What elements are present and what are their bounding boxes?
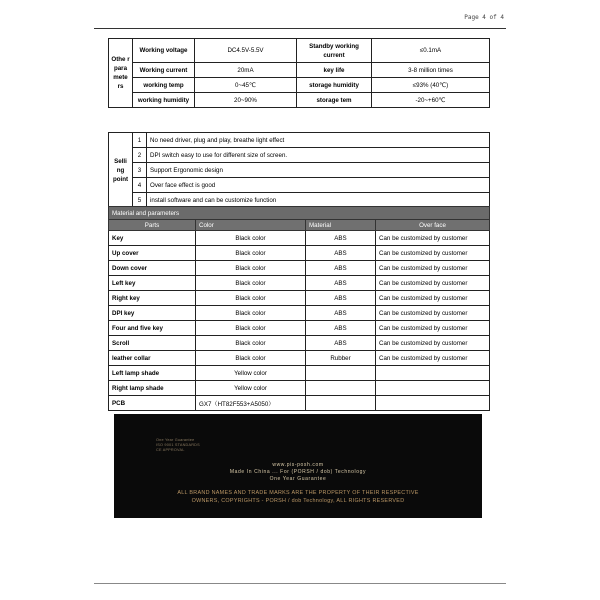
part-material: [306, 396, 376, 411]
part-color: Black color: [196, 261, 306, 276]
part-material: ABS: [306, 231, 376, 246]
param-key: Working voltage: [133, 39, 195, 63]
legal-notice: [114, 490, 482, 505]
param-key: Standby working current: [297, 39, 372, 63]
selling-point-number: 5: [133, 193, 147, 208]
selling-point-number: 4: [133, 178, 147, 193]
part-name: Scroll: [109, 336, 196, 351]
table-row: [109, 261, 490, 276]
param-key: working temp: [133, 78, 195, 93]
table-row: [109, 291, 490, 306]
made-in-text: Made In China ... For (PORSH / dob) Technology: [229, 469, 367, 475]
selling-point-number: 1: [133, 133, 147, 148]
page-number: Page 4 of 4: [464, 14, 504, 21]
table-row: [109, 336, 490, 351]
certification-line: One Year Guarantee: [156, 438, 195, 442]
table-row: [109, 321, 490, 336]
part-material: ABS: [306, 291, 376, 306]
part-name: Left lamp shade: [109, 366, 196, 381]
materials-section-title: Material and parameters: [109, 207, 490, 220]
part-color: Black color: [196, 351, 306, 366]
param-key: storage tem: [297, 93, 372, 108]
footer-divider: [94, 583, 506, 584]
part-name: DPI key: [109, 306, 196, 321]
part-name: Left key: [109, 276, 196, 291]
part-color: GX7（HT82F553+A5050）: [196, 396, 306, 411]
part-material: Rubber: [306, 351, 376, 366]
param-key: Working current: [133, 63, 195, 78]
part-color: Yellow color: [196, 366, 306, 381]
column-header-over-face: Over face: [376, 220, 490, 231]
part-material: ABS: [306, 336, 376, 351]
table-row: [109, 306, 490, 321]
selling-point-text: No need driver, plug and play, breathe light effect: [147, 133, 490, 148]
certification-line: ISO 9001 STANDARDS: [156, 443, 200, 447]
part-over-face: Can be customized by customer: [376, 291, 490, 306]
table-row: [109, 396, 490, 411]
part-over-face: Can be customized by customer: [376, 276, 490, 291]
part-over-face: Can be customized by customer: [376, 321, 490, 336]
part-over-face: Can be customized by customer: [376, 336, 490, 351]
packaging-banner: [114, 414, 482, 518]
selling-point-text: Support Ergonomic design: [147, 163, 490, 178]
param-value: ≤0.1mA: [372, 39, 490, 63]
part-material: ABS: [306, 321, 376, 336]
selling-point-text: install software and can be customize function: [147, 193, 490, 208]
part-material: [306, 381, 376, 396]
selling-point-text: DPI switch easy to use for different size of screen.: [147, 148, 490, 163]
certification-line: CE APPROVAL: [156, 448, 185, 452]
certification-text: [156, 438, 200, 453]
part-over-face: Can be customized by customer: [376, 306, 490, 321]
param-value: ≤93% (40℃): [372, 78, 490, 93]
selling-point-number: 3: [133, 163, 147, 178]
param-key: key life: [297, 63, 372, 78]
website-text: www.pis-posh.com: [272, 462, 324, 468]
part-name: Four and five key: [109, 321, 196, 336]
part-name: Up cover: [109, 246, 196, 261]
part-color: Black color: [196, 291, 306, 306]
param-value: 20~90%: [195, 93, 297, 108]
other-parameters-table: [108, 38, 490, 108]
part-name: PCB: [109, 396, 196, 411]
part-name: Right lamp shade: [109, 381, 196, 396]
part-material: ABS: [306, 276, 376, 291]
table-row: [109, 381, 490, 396]
table-row: [109, 276, 490, 291]
selling-point-number: 2: [133, 148, 147, 163]
part-material: ABS: [306, 306, 376, 321]
part-name: Key: [109, 231, 196, 246]
part-color: Black color: [196, 321, 306, 336]
table-row: [109, 246, 490, 261]
part-material: ABS: [306, 261, 376, 276]
legal-line: OWNERS, COPYRIGHTS - PORSH / dob Technology, ALL RIGHTS RESERVED: [191, 497, 405, 504]
param-key: working humidity: [133, 93, 195, 108]
column-header-color: Color: [196, 220, 306, 231]
part-color: Black color: [196, 231, 306, 246]
column-header-parts: Parts: [109, 220, 196, 231]
other-parameters-label: Othe r para mete rs: [109, 39, 133, 108]
param-value: 0~45℃: [195, 78, 297, 93]
selling-point-text: Over face effect is good: [147, 178, 490, 193]
part-over-face: [376, 366, 490, 381]
part-color: Black color: [196, 306, 306, 321]
part-over-face: [376, 381, 490, 396]
part-color: Yellow color: [196, 381, 306, 396]
legal-line: ALL BRAND NAMES AND TRADE MARKS ARE THE PROPERTY OF THEIR RESPECTIVE: [177, 490, 419, 496]
column-header-material: Material: [306, 220, 376, 231]
part-material: [306, 366, 376, 381]
selling-point-table: [108, 132, 490, 208]
part-color: Black color: [196, 336, 306, 351]
part-color: Black color: [196, 276, 306, 291]
brand-info-text: [114, 462, 482, 483]
table-row: [109, 366, 490, 381]
part-name: Down cover: [109, 261, 196, 276]
page-header: [94, 14, 506, 29]
param-value: -20~+60℃: [372, 93, 490, 108]
part-over-face: Can be customized by customer: [376, 231, 490, 246]
selling-point-label: Selli ng point: [109, 133, 133, 208]
guarantee-text: One Year Guarantee: [269, 476, 327, 482]
param-value: 20mA: [195, 63, 297, 78]
part-over-face: Can be customized by customer: [376, 351, 490, 366]
part-material: ABS: [306, 246, 376, 261]
param-value: 3-8 million times: [372, 63, 490, 78]
part-over-face: Can be customized by customer: [376, 261, 490, 276]
part-color: Black color: [196, 246, 306, 261]
part-over-face: Can be customized by customer: [376, 246, 490, 261]
materials-table: [108, 206, 490, 411]
param-key: storage humidity: [297, 78, 372, 93]
param-value: DC4.5V-5.5V: [195, 39, 297, 63]
part-name: leather collar: [109, 351, 196, 366]
part-name: Right key: [109, 291, 196, 306]
part-over-face: [376, 396, 490, 411]
table-row: [109, 231, 490, 246]
table-row: [109, 351, 490, 366]
